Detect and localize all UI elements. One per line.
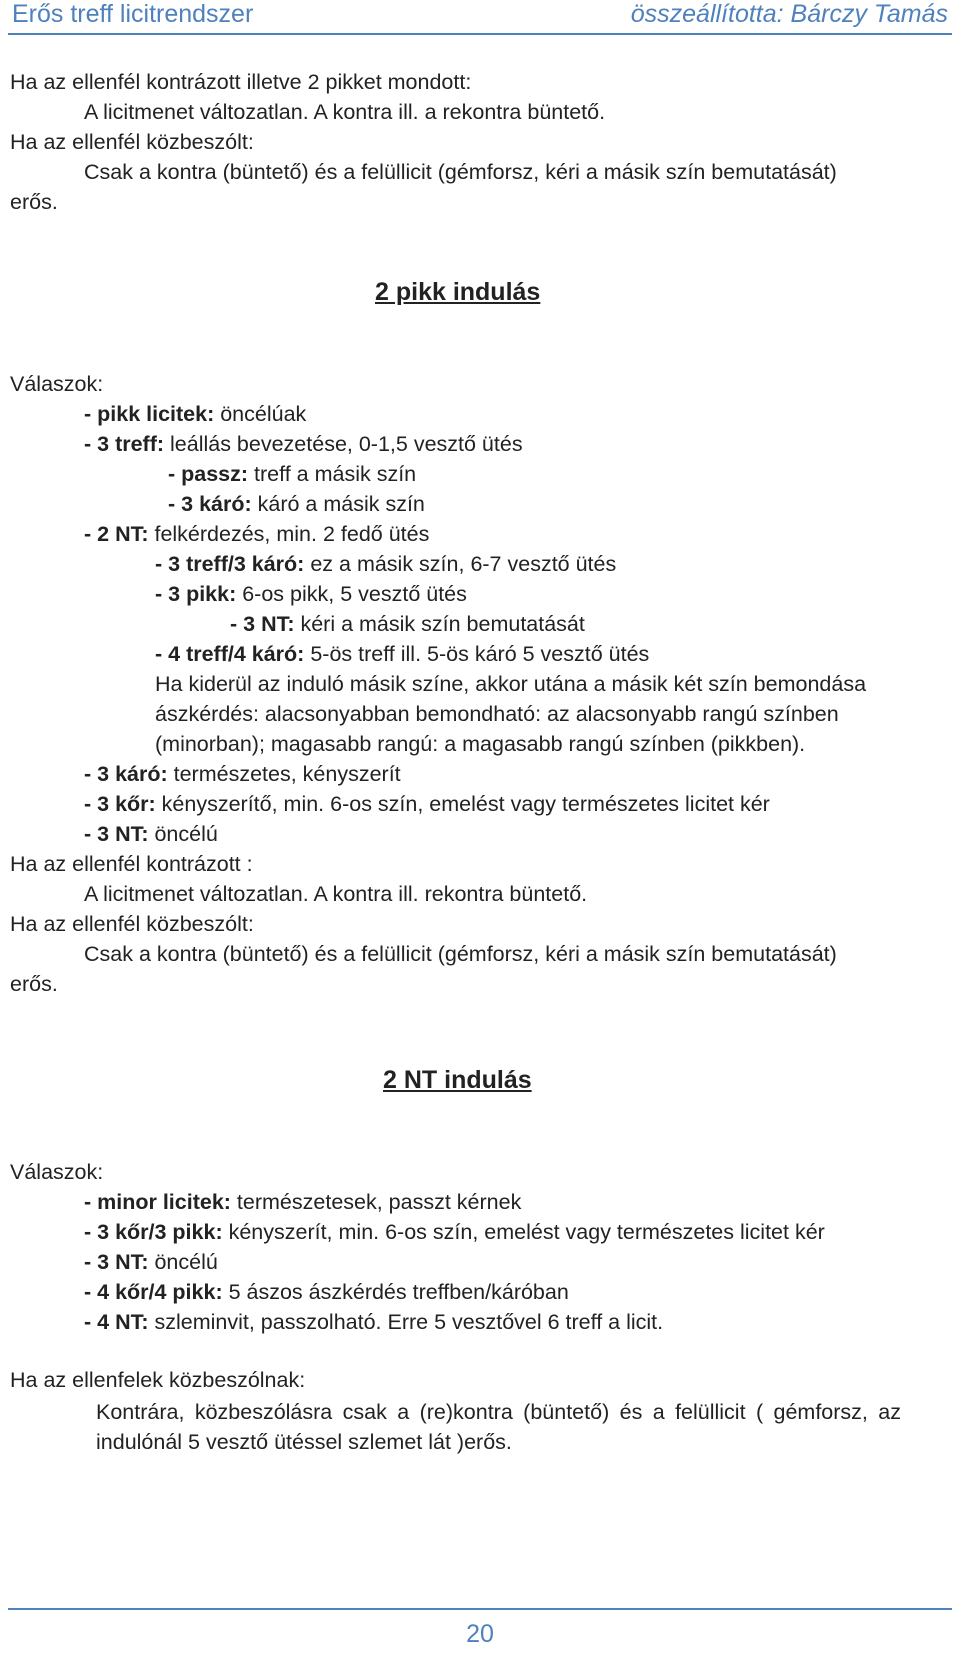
response-item: - 3 kőr: kényszerítő, min. 6-os szín, emelést vagy természetes licitet kér bbox=[84, 792, 770, 816]
response-item: - 4 NT: szleminvit, passzolható. Erre 5 vesztővel 6 treff a licit. bbox=[84, 1310, 664, 1334]
intro-line: Ha az ellenfél kontrázott illetve 2 pikket mondott: bbox=[10, 70, 472, 94]
section-heading-2-nt: 2 NT indulás bbox=[383, 1066, 532, 1094]
competition-line: Ha az ellenfelek közbeszólnak: bbox=[10, 1368, 306, 1392]
response-item: - 2 NT: felkérdezés, min. 2 fedő ütés bbox=[84, 522, 430, 546]
response-item: - 3 treff: leállás bevezetése, 0-1,5 vesztő ütés bbox=[84, 432, 523, 456]
document-author: összeállította: Bárczy Tamás bbox=[630, 0, 948, 28]
competition-line: Ha az ellenfél kontrázott : bbox=[10, 852, 253, 876]
section-heading-2-spades: 2 pikk indulás bbox=[375, 278, 541, 306]
response-item: - 3 NT: öncélú bbox=[84, 822, 218, 846]
response-item: - 3 kőr/3 pikk: kényszerít, min. 6-os szín, emelést vagy természetes licitet kér bbox=[84, 1220, 825, 1244]
response-item: - 3 káró: káró a másik szín bbox=[168, 492, 425, 516]
page-header bbox=[8, 0, 952, 34]
response-item: - 4 treff/4 káró: 5-ös treff ill. 5-ös káró 5 vesztő ütés bbox=[155, 642, 650, 666]
competition-line: A licitmenet változatlan. A kontra ill. rekontra büntető. bbox=[84, 882, 588, 906]
response-item: - 3 NT: kéri a másik szín bemutatását bbox=[230, 612, 585, 636]
competition-line: erős. bbox=[10, 972, 58, 996]
header-divider bbox=[8, 33, 952, 35]
response-item: - 3 treff/3 káró: ez a másik szín, 6-7 vesztő ütés bbox=[155, 552, 617, 576]
competition-paragraph: Kontrára, közbeszólásra csak a (re)kontra (büntető) és a felüllicit ( gémforsz, az indulónál 5 vesztő ütéssel szlemet lát )erős. bbox=[96, 1400, 901, 1454]
responses-label: Válaszok: bbox=[10, 372, 104, 396]
competition-line: Csak a kontra (büntető) és a felüllicit (gémforsz, kéri a másik szín bemutatását) bbox=[84, 942, 837, 966]
note-line: (minorban); magasabb rangú: a magasabb rangú színben (pikkben). bbox=[155, 732, 806, 756]
response-item: - 4 kőr/4 pikk: 5 ászos ászkérdés treffben/káróban bbox=[84, 1280, 569, 1304]
document-title: Erős treff licitrendszer bbox=[12, 0, 254, 28]
response-item: - 3 NT: öncélú bbox=[84, 1250, 218, 1274]
response-item: - pikk licitek: öncélúak bbox=[84, 402, 307, 426]
page-number: 20 bbox=[466, 1620, 494, 1648]
intro-line: Ha az ellenfél közbeszólt: bbox=[10, 130, 254, 154]
intro-line: Csak a kontra (büntető) és a felüllicit (gémforsz, kéri a másik szín bemutatását) bbox=[84, 160, 837, 184]
note-line: Ha kiderül az induló másik színe, akkor utána a másik két szín bemondása bbox=[155, 672, 867, 696]
response-item: - passz: treff a másik szín bbox=[168, 462, 417, 486]
competition-line: Ha az ellenfél közbeszólt: bbox=[10, 912, 254, 936]
note-line: ászkérdés: alacsonyabban bemondható: az alacsonyabb rangú színben bbox=[155, 702, 839, 726]
intro-line: erős. bbox=[10, 190, 58, 214]
footer-divider bbox=[8, 1608, 952, 1610]
response-item: - 3 pikk: 6-os pikk, 5 vesztő ütés bbox=[155, 582, 467, 606]
response-item: - minor licitek: természetesek, passzt kérnek bbox=[84, 1190, 522, 1214]
intro-line: A licitmenet változatlan. A kontra ill. a rekontra büntető. bbox=[84, 100, 606, 124]
response-item: - 3 káró: természetes, kényszerít bbox=[84, 762, 401, 786]
responses-label: Válaszok: bbox=[10, 1160, 104, 1184]
